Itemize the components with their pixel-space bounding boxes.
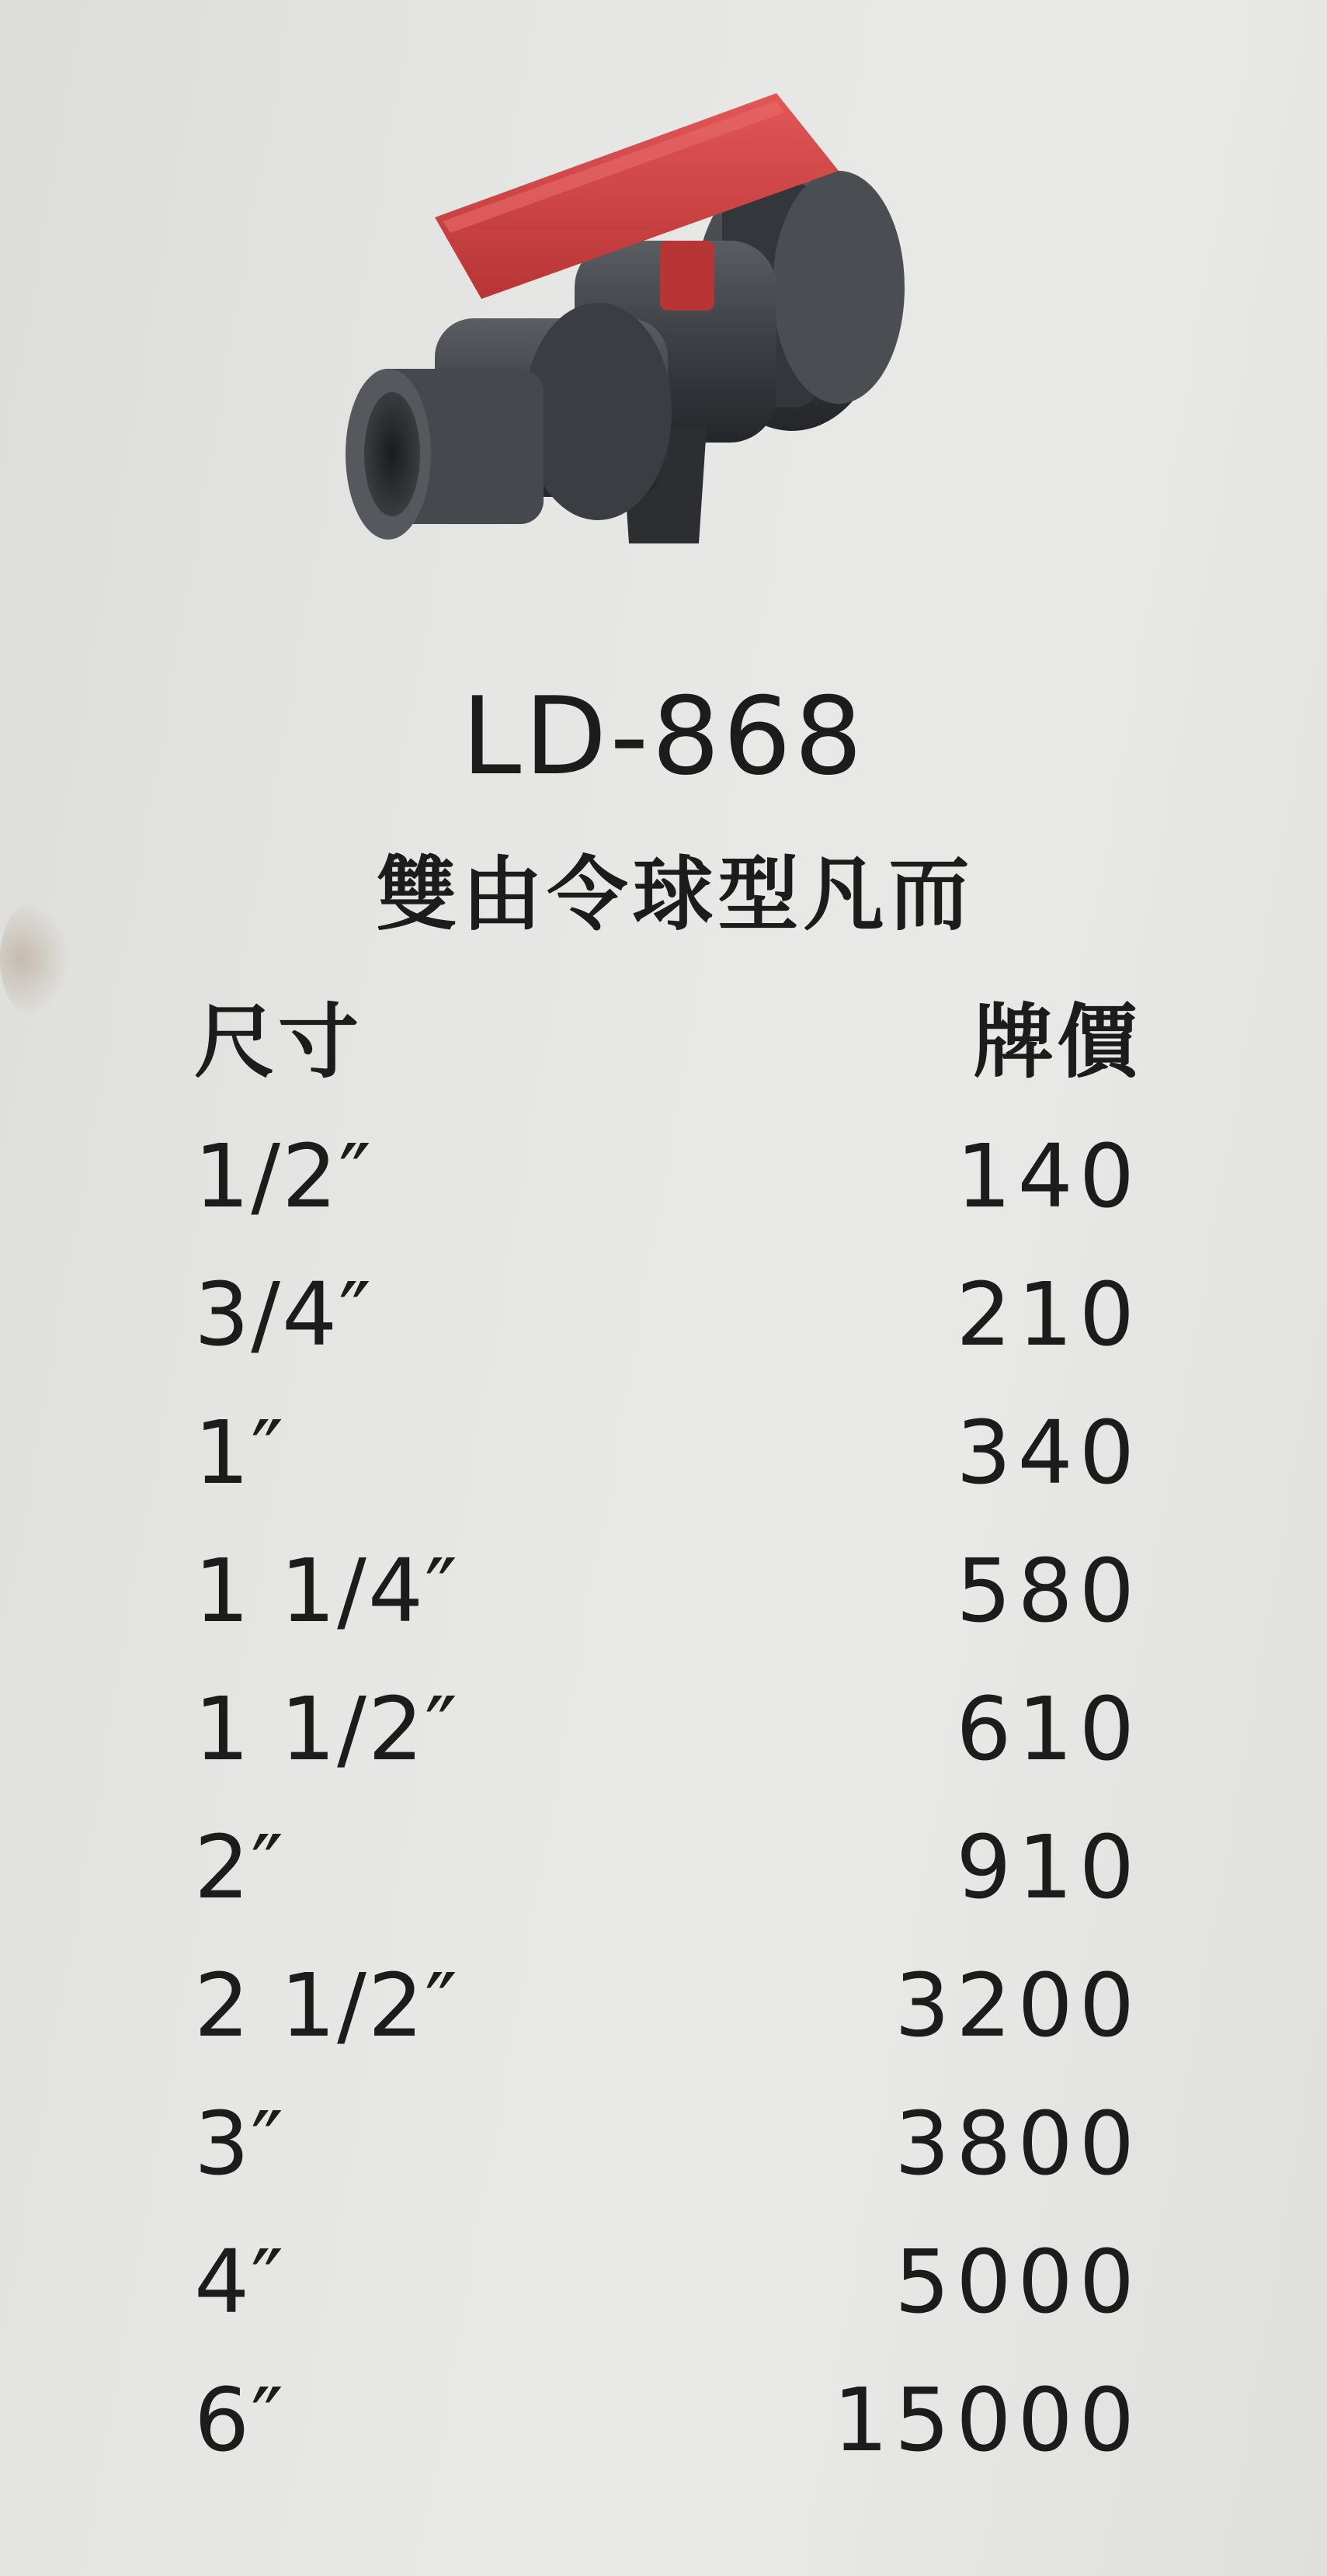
table-row (0, 1265, 1327, 1410)
table-row (0, 1817, 1327, 1963)
size-cell: 1/2″ (194, 1127, 373, 1227)
table-row (0, 1679, 1327, 1824)
price-cell: 610 (956, 1679, 1141, 1780)
size-column-header: 尺寸 (194, 995, 363, 1089)
table-row (0, 1403, 1327, 1548)
size-cell: 2 1/2″ (194, 1956, 459, 2057)
table-row (0, 1956, 1327, 2101)
size-cell: 6″ (194, 2370, 286, 2471)
table-row (0, 1127, 1327, 1272)
table-row (0, 2370, 1327, 2515)
price-cell: 15000 (832, 2370, 1141, 2471)
price-cell: 580 (956, 1541, 1141, 1642)
size-cell: 2″ (194, 1817, 286, 1918)
table-row (0, 2232, 1327, 2377)
price-cell: 210 (956, 1265, 1141, 1366)
price-cell: 340 (956, 1403, 1141, 1504)
product-name: 雙由令球型凡而 (376, 847, 974, 942)
table-row (0, 2094, 1327, 2239)
price-cell: 3200 (894, 1956, 1141, 2057)
size-cell: 1 1/2″ (194, 1679, 459, 1780)
price-cell: 140 (956, 1127, 1141, 1227)
price-cell: 5000 (894, 2232, 1141, 2333)
size-cell: 3/4″ (194, 1265, 373, 1366)
model-number: LD-868 (461, 674, 866, 799)
size-cell: 1 1/4″ (194, 1541, 459, 1642)
price-column-header: 牌價 (972, 995, 1141, 1089)
size-cell: 3″ (194, 2094, 286, 2195)
price-table (0, 1127, 1327, 2515)
table-row (0, 1541, 1327, 1686)
price-cell: 3800 (894, 2094, 1141, 2195)
ball-valve-image (342, 62, 963, 637)
size-cell: 4″ (194, 2232, 286, 2333)
size-cell: 1″ (194, 1403, 286, 1504)
price-cell: 910 (956, 1817, 1141, 1918)
